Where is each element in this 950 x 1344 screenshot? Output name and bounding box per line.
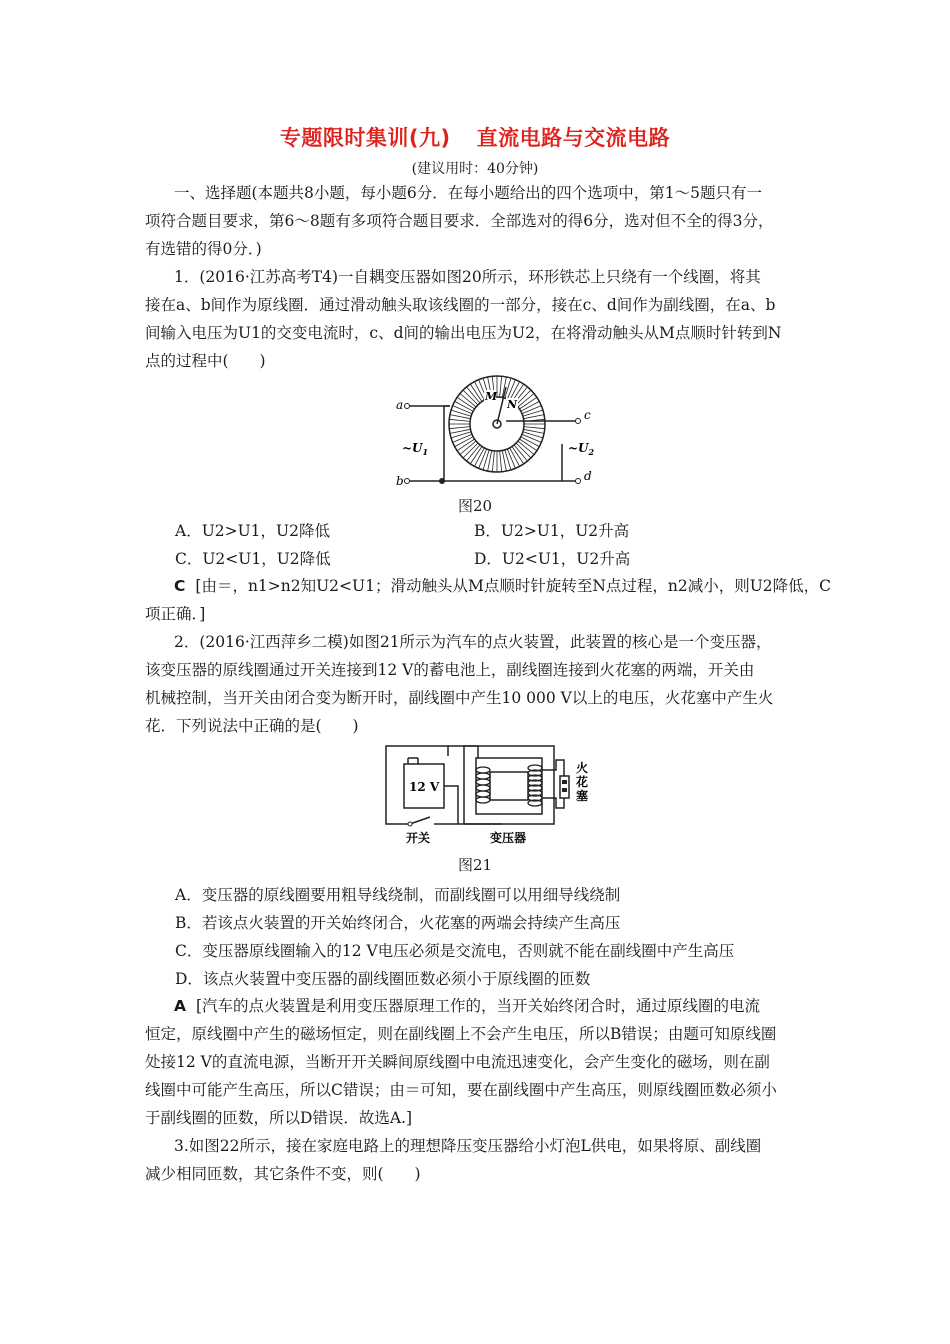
coil-turn — [479, 449, 487, 468]
coil-turn — [500, 376, 502, 397]
figure-21-caption: 图21 — [457, 856, 493, 874]
battery-label: 12 V — [409, 780, 440, 794]
terminal-b — [405, 479, 410, 484]
title-part-1: 专题限时集训(九) — [279, 126, 451, 150]
q3-line: 减少相同匝数，其它条件不变，则( ) — [145, 1165, 421, 1183]
label-m: M — [485, 390, 498, 403]
coil-turn — [453, 406, 472, 414]
q1-answer-letter: C — [174, 577, 186, 595]
slider-arm — [497, 387, 506, 424]
coil-turn — [507, 380, 515, 399]
q1-option-a: A．U2>U1，U2降低 — [175, 522, 330, 540]
label-c: c — [584, 408, 591, 422]
figure-20-autotransformer — [380, 372, 610, 492]
spark-plug-label: 火 — [576, 761, 589, 775]
label-n: N — [507, 398, 518, 411]
q3-line: 3.如图22所示，接在家庭电路上的理想降压变压器给小灯泡L供电，如果将原、副线圈 — [174, 1137, 762, 1155]
transformer-core-inner — [490, 772, 528, 800]
q2-answer-line: 恒定，原线圈中产生的磁场恒定，则在副线圈上不会产生电压，所以B错误；由题可知原线圈 — [145, 1025, 777, 1043]
q1-option-d: D．U2<U1，U2升高 — [474, 550, 631, 568]
transformer-label: 变压器 — [490, 831, 527, 845]
switch-blade — [410, 817, 430, 824]
label-d: d — [584, 469, 592, 483]
q2-answer-letter: A — [174, 997, 186, 1015]
terminal-c — [576, 419, 581, 424]
wire-secondary — [542, 760, 564, 776]
coil-turn — [522, 406, 541, 414]
spark-plug — [560, 776, 569, 798]
q2-answer-line — [174, 995, 810, 1017]
page-title — [0, 122, 950, 152]
switch-label: 开关 — [406, 831, 431, 845]
q2-option-a: A．变压器的原线圈要用粗导线绕制，而副线圈可以用细导线绕制 — [175, 886, 621, 904]
coil-turn — [507, 449, 515, 468]
spark-plug-label: 花 — [576, 775, 589, 789]
q1-answer-line: 项正确．] — [145, 605, 206, 623]
suggested-time: (建议用时：40分钟) — [411, 161, 539, 177]
terminal-a — [405, 404, 410, 409]
intro-line: 一、选择题(本题共8小题，每小题6分．在每小题给出的四个选项中，第1～5题只有一 — [174, 184, 762, 202]
label-a: a — [396, 398, 404, 412]
primary-coil — [476, 767, 490, 803]
q2-answer-line: 线圈中可能产生高压，所以C错误；由＝可知，要在副线圈中产生高压，则原线圈匝数必须小 — [145, 1081, 777, 1099]
coil-turn — [453, 434, 472, 442]
q1-line: 间输入电压为U1的交变电流时，c、d间的输出电压为U2，在将滑动触头从M点顺时针转到N — [145, 324, 782, 342]
secondary-coil — [528, 765, 542, 806]
q1-line: 点的过程中( ) — [145, 352, 266, 370]
q2-option-c: C．变压器原线圈输入的12 V电压必须是交流电，否则就不能在副线圈中产生高压 — [175, 942, 735, 960]
coil-turn — [449, 419, 470, 421]
q1-option-b: B．U2>U1，U2升高 — [474, 522, 630, 540]
label-u1: $\sim U_1$ — [402, 441, 429, 457]
label-u2: $\sim U_2$ — [568, 441, 595, 457]
q2-option-b: B．若该点火装置的开关始终闭合，火花塞的两端会持续产生高压 — [175, 914, 621, 932]
intro-line: 有选错的得0分．) — [145, 240, 262, 258]
wire-secondary-bottom — [542, 798, 564, 808]
figure-20-caption: 图20 — [457, 497, 493, 515]
junction-dot — [439, 478, 445, 484]
q2-option-d: D．该点火装置中变压器的副线圈匝数必须小于原线圈的匝数 — [175, 970, 591, 988]
terminal-d — [576, 479, 581, 484]
figure-21-ignition-circuit — [378, 742, 610, 848]
title-part-2: 直流电路与交流电路 — [476, 126, 671, 150]
coil-turn — [449, 427, 470, 429]
coil-turn — [500, 451, 502, 472]
spark-plug-label: 塞 — [576, 789, 589, 803]
q1-line: 接在a、b间作为原线圈．通过滑动触头取该线圈的一部分，接在c、d间作为副线圈，在a、b — [145, 296, 776, 314]
q2-line: 花．下列说法中正确的是( ) — [145, 717, 359, 735]
switch-contact — [408, 822, 412, 826]
coil-turn — [524, 427, 545, 429]
coil-turn — [492, 451, 494, 472]
q2-line: 机械控制，当开关由闭合变为断开时，副线圈中产生10 000 V以上的电压，火花塞中产生火 — [145, 689, 774, 707]
q1-answer-text: [由＝，n1>n2知U2<U1；滑动触头从M点顺时针旋转至N点过程，n2减小，则U2降低，C — [195, 577, 832, 595]
q1-answer-line — [174, 575, 832, 597]
label-b: b — [396, 474, 404, 488]
q2-answer-line: 于副线圈的匝数，所以D错误．故选A.] — [145, 1109, 413, 1127]
q1-line: 1．(2016·江苏高考T4)一自耦变压器如图20所示，环形铁芯上只绕有一个线圈，将其 — [174, 268, 761, 286]
intro-line: 项符合题目要求，第6～8题有多项符合题目要求．全部选对的得6分，选对但不全的得3分， — [145, 212, 774, 230]
q2-line: 2．(2016·江西萍乡二模)如图21所示为汽车的点火装置，此装置的核心是一个变压器， — [174, 633, 772, 651]
q2-line: 该变压器的原线圈通过开关连接到12 V的蓄电池上，副线圈连接到火花塞的两端，开关由 — [145, 661, 755, 679]
q1-option-c: C．U2<U1，U2降低 — [175, 550, 331, 568]
battery-wire — [444, 786, 458, 824]
coil-turn — [522, 434, 541, 442]
q2-answer-line: 处接12 V的直流电源，当断开开关瞬间原线圈中电流迅速变化，会产生变化的磁场，则在副 — [145, 1053, 770, 1071]
q2-answer-text: [汽车的点火装置是利用变压器原理工作的，当开关始终闭合时，通过原线圈的电流 — [196, 997, 761, 1015]
